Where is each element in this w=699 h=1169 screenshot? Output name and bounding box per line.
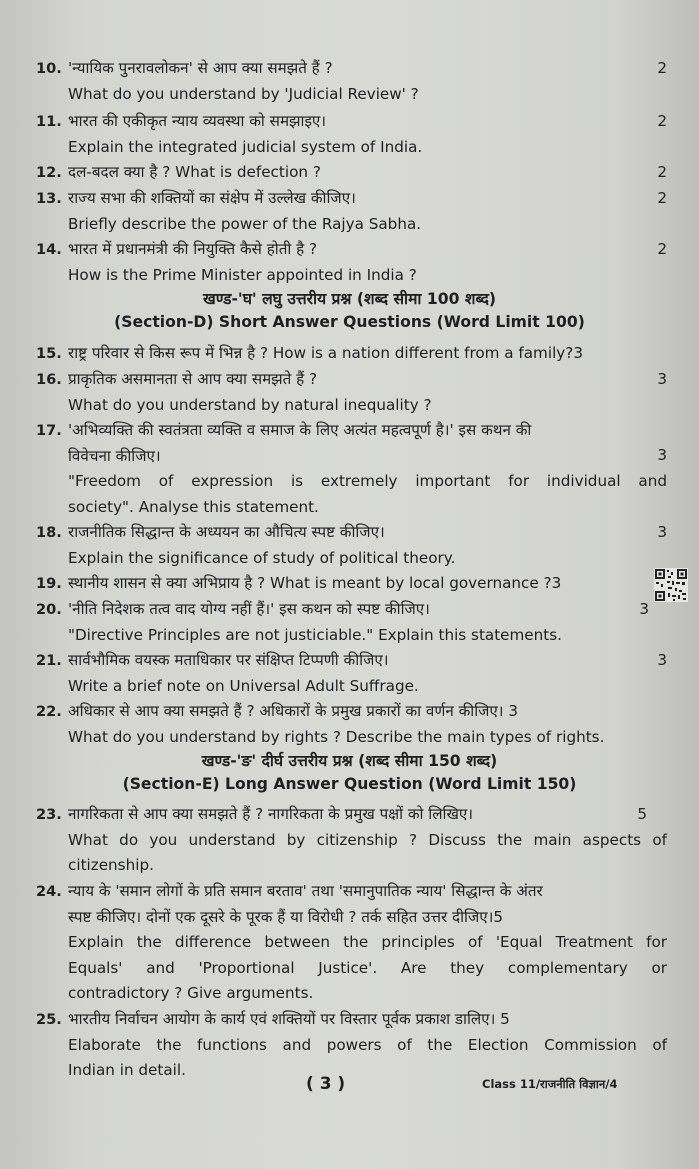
question-marks: 2 [657,112,667,130]
question-text-hindi: भारत में प्रधानमंत्री की नियुक्ति कैसे होती है ? [68,240,318,258]
qr-code-icon [654,568,688,602]
question-25 [36,1007,667,1084]
question-number: 15. [36,345,62,362]
question-text-english: Explain the difference between the principles of 'Equal Treatment for [68,933,667,952]
question-text-hindi-cont: विवेचना कीजिए। [68,446,161,465]
question-text-hindi-cont: स्पष्ट कीजिए। दोनों एक दूसरे के पूरक हैं या विरोधी ? तर्क सहित उत्तर दीजिए।5 [68,907,504,926]
question-15 [36,341,637,367]
question-number: 21. [36,652,62,669]
question-text-english: Explain the significance of study of political theory. [68,548,456,567]
question-number: 20. [36,601,62,618]
question-text: राष्ट्र परिवार से किस रूप में भिन्न है ? How is a nation different from a family?3 [68,344,583,362]
question-text-english: Briefly describe the power of the Rajya Sabha. [68,214,422,233]
question-10 [36,56,667,107]
question-number: 25. [36,1011,62,1028]
question-text: दल-बदल क्या है ? What is defection ? [68,163,321,181]
question-12 [36,160,667,186]
question-number: 11. [36,113,62,130]
question-text-hindi: 'न्यायिक पुनरावलोकन' से आप क्या समझते हैं ? [68,59,333,77]
question-20 [36,597,649,648]
question-text-english: Explain the integrated judicial system of India. [68,137,423,156]
question-text-english-cont2: contradictory ? Give arguments. [68,984,314,1003]
question-marks: 3 [657,523,667,541]
question-text-english-cont: society". Analyse this statement. [68,497,319,516]
question-18 [36,520,667,571]
question-text-english: What do you understand by natural inequality ? [68,395,432,414]
section-d-heading-english: (Section-D) Short Answer Questions (Word Limit 100) [114,313,585,331]
question-text-english: "Freedom of expression is extremely important for individual and [68,472,667,491]
question-text-hindi: भारतीय निर्वाचन आयोग के कार्य एवं शक्तियों पर विस्तार पूर्वक प्रकाश डालिए। 5 [68,1010,510,1028]
question-24 [36,879,667,1007]
question-marks: 2 [657,240,667,258]
question-text-english: Write a brief note on Universal Adult Suffrage. [68,676,419,695]
question-text-hindi: अधिकार से आप क्या समझते हैं ? अधिकारों के प्रमुख प्रकारों का वर्णन कीजिए। 3 [68,702,519,720]
question-text-english-cont: citizenship. [68,856,154,875]
question-text-hindi: 'अभिव्यक्ति की स्वतंत्रता व्यक्ति व समाज के लिए अत्यंत महत्वपूर्ण है।' इस कथन की [68,421,532,439]
question-number: 13. [36,190,62,207]
question-text-english: Elaborate the functions and powers of the Election Commission of [68,1035,667,1054]
question-number: 12. [36,164,62,181]
question-11 [36,109,667,160]
question-text-hindi: राज्य सभा की शक्तियों का संक्षेप में उल्लेख कीजिए। [68,189,356,207]
question-text-english: What do you understand by citizenship ? Discuss the main aspects of [68,830,667,849]
question-text-hindi: 'नीति निदेशक तत्व वाद योग्य नहीं हैं।' इस कथन को स्पष्ट कीजिए। [68,600,430,618]
question-marks: 3 [657,446,667,464]
question-marks: 2 [657,189,667,207]
question-text-english: What do you understand by rights ? Describe the main types of rights. [68,727,605,746]
question-14 [36,237,667,288]
question-23 [36,802,667,879]
question-16 [36,367,667,418]
section-e-heading-english: (Section-E) Long Answer Question (Word Limit 150) [122,775,577,793]
question-text-hindi: प्राकृतिक असमानता से आप क्या समझते हैं ? [68,370,318,388]
question-text-hindi: भारत की एकीकृत न्याय व्यवस्था को समझाइए। [68,112,327,130]
question-number: 17. [36,422,62,439]
question-text-hindi: राजनीतिक सिद्धान्त के अध्ययन का औचित्य स्पष्ट कीजिए। [68,523,385,541]
question-marks: 2 [657,59,667,77]
question-text: स्थानीय शासन से क्या अभिप्राय है ? What is meant by local governance ?3 [68,574,562,592]
question-22 [36,699,637,750]
question-number: 16. [36,371,62,388]
question-number: 23. [36,806,62,823]
question-marks: 2 [657,163,667,181]
question-number: 19. [36,575,62,592]
question-text-english: What do you understand by 'Judicial Review' ? [68,84,419,103]
question-marks: 3 [639,600,649,618]
question-text-english: "Directive Principles are not justiciable." Explain this statements. [68,625,562,644]
question-17 [36,418,667,520]
question-marks: 3 [657,651,667,669]
section-e-heading-hindi: खण्ड-'ङ' दीर्घ उत्तरीय प्रश्न (शब्द सीमा 150 शब्द) [201,752,498,770]
question-19 [36,571,637,597]
question-text-hindi: सार्वभौमिक वयस्क मताधिकार पर संक्षिप्त टिप्पणी कीजिए। [68,651,389,669]
question-number: 18. [36,524,62,541]
question-text-english-cont: Indian in detail. [68,1061,186,1080]
question-number: 14. [36,241,62,258]
section-d-heading-hindi: खण्ड-'घ' लघु उत्तरीय प्रश्न (शब्द सीमा 100 शब्द) [202,290,497,308]
question-text-english: How is the Prime Minister appointed in India ? [68,265,417,284]
question-number: 22. [36,703,62,720]
question-text-hindi: नागरिकता से आप क्या समझते हैं ? नागरिकता के प्रमुख पक्षों को लिखिए। [68,805,474,823]
question-marks: 3 [657,370,667,388]
class-code: Class 11/राजनीति विज्ञान/4 [482,1077,618,1091]
question-marks: 5 [637,805,647,823]
question-text-hindi: न्याय के 'समान लोगों के प्रति समान बरताव' तथा 'समानुपातिक न्याय' सिद्धान्त के अंतर [68,882,543,900]
question-number: 24. [36,883,62,900]
page-number: ( 3 ) [306,1074,346,1094]
question-text-english-cont: Equals' and 'Proportional Justice'. Are they complementary or [68,958,667,977]
question-21 [36,648,667,699]
question-13 [36,186,667,237]
question-number: 10. [36,60,62,77]
